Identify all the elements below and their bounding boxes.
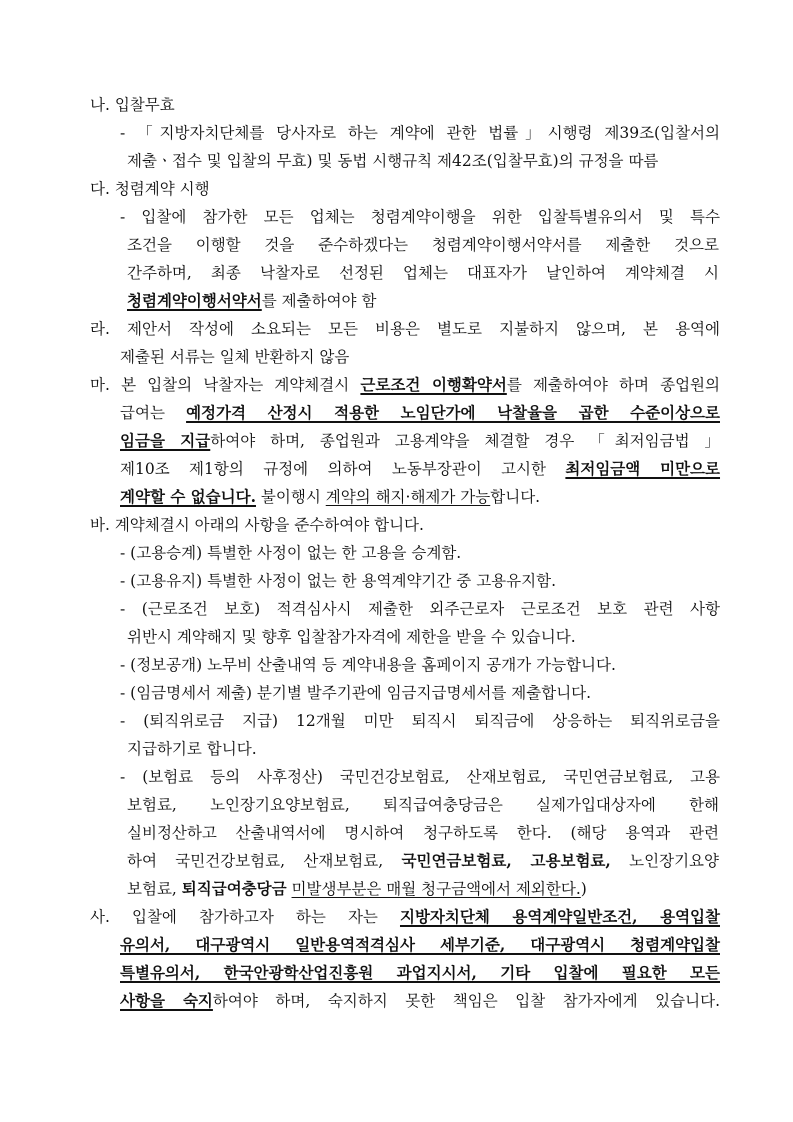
- list-item: - (퇴직위로금 지급) 12개월 미만 퇴직시 퇴직금에 상응하는 퇴직위로금을: [120, 712, 720, 730]
- paragraph-line: 보험료, 노인장기요양보험료, 퇴직급여충당금은 실제가입대상자에 한해: [127, 796, 719, 814]
- section-sa-paragraph: 사. 입찰에 참가하고자 하는 자는 지방자치단체 용역계약일반조건, 용역입찰: [90, 907, 720, 926]
- paragraph-line: 제출ㆍ접수 및 입찰의 무효) 및 동법 시행규칙 제42조(입찰무효)의 규정을 따름: [127, 152, 659, 170]
- list-item: - (임금명세서 제출) 분기별 발주기관에 임금지급명세서를 제출합니다.: [120, 684, 592, 702]
- section-ra-paragraph: 라. 제안서 작성에 소요되는 모든 비용은 별도로 지불하지 않으며, 본 용역에: [90, 320, 720, 338]
- section-na-heading: 나. 입찰무효: [90, 96, 175, 114]
- paragraph-line: 보험료, 퇴직급여충당금 미발생부분은 매월 청구금액에서 제외한다.): [127, 879, 587, 898]
- paragraph-line: 제10조 제1항의 규정에 의하여 노동부장관이 고시한 최저임금액 미만으로: [120, 459, 721, 478]
- list-item: - (고용유지) 특별한 사정이 없는 한 용역계약기간 중 고용유지함.: [120, 572, 557, 590]
- paragraph-line: 특별유의서, 한국안광학산업진흥원 과업지시서, 기타 입찰에 필요한 모든: [120, 963, 720, 982]
- list-item: - (근로조건 보호) 적격심사시 제출한 외주근로자 근로조건 보호 관련 사항: [120, 600, 720, 618]
- paragraph-line: 청렴계약이행서약서를 제출하여야 함: [127, 291, 377, 310]
- paragraph-line: 조건을 이행할 것을 준수하겠다는 청렴계약이행서약서를 제출한 것으로: [127, 236, 719, 254]
- paragraph-line: 임금을 지급하여야 하며, 종업원과 고용계약을 체결할 경우 「최저임금법 」: [120, 431, 720, 450]
- paragraph-line: 유의서, 대구광역시 일반용역적격심사 세부기준, 대구광역시 청렴계약입찰: [120, 935, 720, 954]
- section-ba-heading: 바. 계약체결시 아래의 사항을 준수하여야 합니다.: [90, 516, 424, 534]
- paragraph-line: - 입찰에 참가한 모든 업체는 청렴계약이행을 위한 입찰특별유의서 및 특수: [120, 208, 720, 226]
- paragraph-line: 하여 국민건강보험료, 산재보험료, 국민연금보험료, 고용보험료, 노인장기요양: [127, 851, 719, 870]
- paragraph-line: 실비정산하고 산출내역서에 명시하여 청구하도록 한다. (해당 용역과 관련: [127, 824, 719, 842]
- paragraph-line: 사항을 숙지하여야 하며, 숙지하지 못한 책임은 입찰 참가자에게 있습니다.: [120, 991, 721, 1010]
- paragraph-line: 간주하며, 최종 낙찰자로 선정된 업체는 대표자가 날인하여 계약체결 시: [127, 264, 719, 282]
- paragraph-line: 제출된 서류는 일체 반환하지 않음: [120, 348, 350, 366]
- paragraph-line: - 「지방자치단체를 당사자로 하는 계약에 관한 법률」시행령 제39조(입찰서의: [120, 124, 720, 142]
- list-item: - (고용승계) 특별한 사정이 없는 한 고용을 승계함.: [120, 544, 462, 562]
- paragraph-line: 계약할 수 없습니다. 불이행시 계약의 해지·해제가 가능합니다.: [120, 487, 541, 506]
- section-da-heading: 다. 청렴계약 시행: [90, 180, 210, 198]
- paragraph-line: 급여는 예정가격 산정시 적용한 노임단가에 낙찰율을 곱한 수준이상으로: [120, 403, 720, 422]
- list-item: - (보험료 등의 사후정산) 국민건강보험료, 산재보험료, 국민연금보험료, 고용: [120, 768, 720, 786]
- paragraph-line: 지급하기로 합니다.: [127, 740, 257, 758]
- list-item: - (정보공개) 노무비 산출내역 등 계약내용을 홈페이지 공개가 가능합니다.: [120, 656, 616, 674]
- section-ma-paragraph: 마. 본 입찰의 낙찰자는 계약체결시 근로조건 이행확약서를 제출하여야 하며 종업원의: [90, 375, 720, 394]
- paragraph-line: 위반시 계약해지 및 향후 입찰참가자격에 제한을 받을 수 있습니다.: [127, 628, 576, 646]
